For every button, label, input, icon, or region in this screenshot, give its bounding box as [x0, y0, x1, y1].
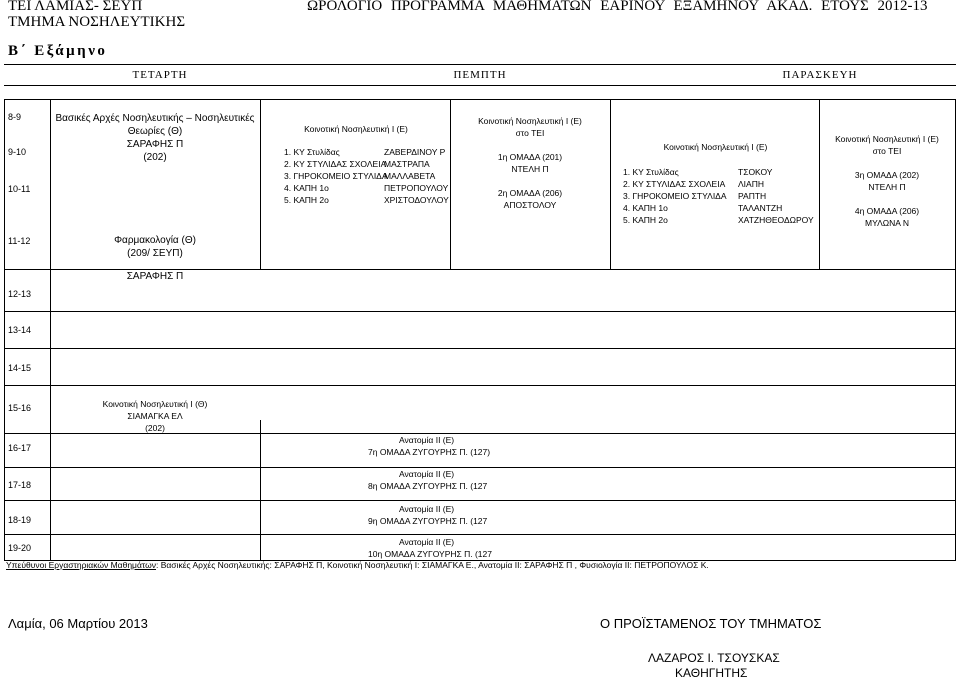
time-8-9: 8-9 [8, 112, 22, 122]
time-10-11: 10-11 [8, 184, 31, 194]
day-header-wednesday: ΤΕΤΑΡΤΗ [132, 69, 188, 81]
course-community-theory: Κοινοτική Νοσηλευτική Ι (Θ) ΣΙΑΜΑΓΚΑ ΕΛ (202) [102, 399, 208, 433]
time-18-19: 18-19 [8, 515, 32, 525]
signatory-role: Ο ΠΡΟΪΣΤΑΜΕΝΟΣ ΤΟΥ ΤΜΗΜΑΤΟΣ [600, 616, 822, 631]
time-14-15: 14-15 [8, 363, 32, 373]
time-11-12: 11-12 [8, 236, 31, 246]
time-12-13: 12-13 [8, 289, 32, 299]
anatomy-group-8: Ανατομία ΙΙ (Ε) 8η ΟΜΑΔΑ ΖΥΓΟΥΡΗΣ Π. (127 [368, 469, 488, 491]
anatomy-group-7: Ανατομία ΙΙ (Ε) 7η ΟΜΑΔΑ ΖΥΓΟΥΡΗΣ Π. (127) [368, 435, 491, 457]
signatory-name: ΛΑΖΑΡΟΣ Ι. ΤΣΟΥΣΚΑΣ [648, 651, 780, 665]
institution-name: ΤΕΙ ΛΑΜΙΑΣ- ΣΕΥΠ [8, 0, 143, 14]
time-15-16: 15-16 [8, 403, 32, 413]
thursday-lab-title: Κοινοτική Νοσηλευτική Ι (Ε) [304, 124, 408, 134]
day-header-friday: ΠΑΡΑΣΚΕΥΗ [782, 69, 858, 81]
friday-lab-teachers: ΤΣΟΚΟΥ ΛΙΑΠΗ ΡΑΠΤΗ ΤΑΛΑΝΤΖΗ ΧΑΤΖΗΘΕΟΔΩΡΟΥ [738, 167, 814, 225]
time-9-10: 9-10 [8, 147, 27, 157]
time-17-18: 17-18 [8, 480, 32, 490]
course-pharmacology: Φαρμακολογία (Θ) (209/ ΣΕΥΠ) ΣΑΡΑΦΗΣ Π [114, 235, 196, 282]
responsible-note: Υπεύθυνοι Εργαστηριακών Μαθημάτων: Βασικές Αρχές Νοσηλευτικής: ΣΑΡΑΦΗΣ Π, Κοινοτική Νοσηλευτική Ι: ΣΙΑΜΑΓΚΑ Ε., Ανατομία ΙΙ: ΣΑΡΑΦΗΣ Π , Φυσιολογία ΙΙ: ΠΕΤΡΟΠΟΥΛΟΣ Κ. [6, 560, 709, 570]
anatomy-group-10: Ανατομία ΙΙ (Ε) 10η ΟΜΑΔΑ ΖΥΓΟΥΡΗΣ Π. (127 [368, 537, 492, 559]
anatomy-group-9: Ανατομία ΙΙ (Ε) 9η ΟΜΑΔΑ ΖΥΓΟΥΡΗΣ Π. (127 [368, 504, 488, 526]
day-header-thursday: ΠΕΜΠΤΗ [453, 69, 507, 81]
semester-label: Β΄ Εξάμηνο [8, 43, 108, 59]
date-place: Λαμία, 06 Μαρτίου 2013 [8, 616, 148, 631]
time-16-17: 16-17 [8, 443, 32, 453]
thursday-lab-places: 1. ΚΥ Στυλίδας 2. ΚΥ ΣΤΥΛΙΔΑΣ ΣΧΟΛΕΙΑ 3. ΓΗΡΟΚΟΜΕΙΟ ΣΤΥΛΙΔΑ 4. ΚΑΠΗ 1ο 5. ΚΑΠΗ 2ο [284, 147, 388, 205]
thursday-lab-teachers: ΖΑΒΕΡΔΙΝΟΥ Ρ ΜΑΣΤΡΑΠΑ ΜΑΛΛΑΒΕΤΑ ΠΕΤΡΟΠΟΥΛΟΥ ΧΡΙΣΤΟΔΟΥΛΟΥ [384, 147, 449, 205]
time-19-20: 19-20 [8, 543, 32, 553]
thursday-tei-lab: Κοινοτική Νοσηλευτική Ι (Ε) στο ΤΕΙ 1η ΟΜΑΔΑ (201) ΝΤΕΛΗ Π 2η ΟΜΑΔΑ (206) ΑΠΟΣΤΟΛΟΥ [478, 116, 582, 210]
signatory-title: ΚΑΘΗΓΗΤΗΣ [675, 666, 748, 680]
friday-lab-places: 1. ΚΥ Στυλίδας 2. ΚΥ ΣΤΥΛΙΔΑΣ ΣΧΟΛΕΙΑ 3. ΓΗΡΟΚΟΜΕΙΟ ΣΤΥΛΙΔΑ 4. ΚΑΠΗ 1ο 5. ΚΑΠΗ 2ο [623, 167, 727, 225]
friday-lab-title: Κοινοτική Νοσηλευτική Ι (Ε) [663, 142, 768, 152]
course-basic-nursing: Βασικές Αρχές Νοσηλευτικής – Νοσηλευτικές Θεωρίες (Θ) ΣΑΡΑΦΗΣ Π (202) [55, 113, 255, 163]
page-title: ΩΡΟΛΟΓΙΟ ΠΡΟΓΡΑΜΜΑ ΜΑΘΗΜΑΤΩΝ ΕΑΡΙΝΟΥ ΕΞΑΜΗΝΟΥ ΑΚΑΔ. ΕΤΟΥΣ 2012-13 [307, 0, 928, 14]
department-name: ΤΜΗΜΑ ΝΟΣΗΛΕΥΤΙΚΗΣ [8, 14, 186, 30]
time-13-14: 13-14 [8, 325, 32, 335]
friday-tei-lab: Κοινοτική Νοσηλευτική Ι (Ε) στο ΤΕΙ 3η ΟΜΑΔΑ (202) ΝΤΕΛΗ Π 4η ΟΜΑΔΑ (206) ΜΥΛΩΝΑ Ν [835, 134, 939, 228]
